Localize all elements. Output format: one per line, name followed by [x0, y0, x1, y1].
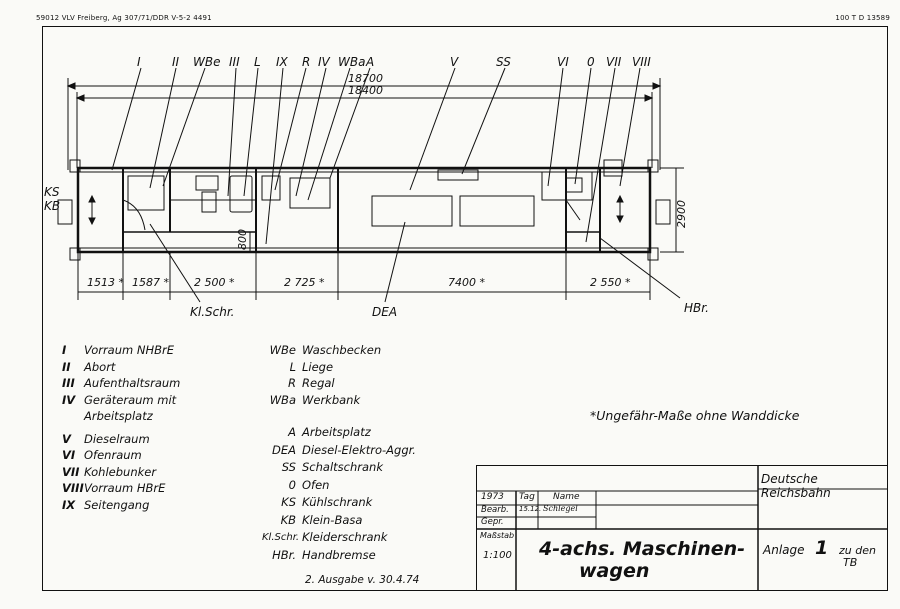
label-KS: KS [44, 185, 60, 199]
label-I: I [137, 55, 141, 69]
title-block [476, 465, 888, 591]
legend-row: III Aufenthaltsraum [62, 376, 181, 390]
label-VI: VI [557, 55, 569, 69]
label-KB: KB [44, 199, 61, 213]
dim-2500: 2 500 * [194, 276, 235, 289]
legend-row: WBe Waschbecken [269, 343, 382, 357]
legend-row: II Abort [62, 359, 116, 374]
label-VIII: VIII [632, 55, 651, 69]
legend-equipment [262, 424, 416, 564]
legend-row: Kl.Schr. Kleiderschrank [262, 530, 388, 544]
tb-bearb-date: 15.12. [519, 505, 542, 513]
legend-fittings [262, 342, 381, 408]
dim-2725: 2 725 * [284, 276, 325, 289]
legend-row: HBr. Handbremse [272, 547, 376, 562]
tb-year: 1973 [481, 492, 504, 502]
tb-bearb-signature: Schlegel [543, 504, 578, 513]
dim-2550: 2 550 * [590, 276, 631, 289]
label-II: II [172, 55, 180, 69]
legend-row: L Liege [289, 359, 334, 374]
tb-org: Deutsche Reichsbahn [761, 472, 831, 500]
label-A: A [366, 55, 375, 69]
header-left: 59012 VLV Freiberg, Ag 307/71/DDR V-5-2 4491 [36, 14, 212, 22]
legend-row: WBa Werkbank [269, 392, 361, 407]
tb-tag: Tag [519, 492, 535, 502]
tb-bearb: Bearb. [481, 505, 509, 515]
legend-row: V Dieselraum [62, 431, 150, 446]
label-0: 0 [587, 55, 595, 69]
label-DEA: DEA [372, 305, 398, 319]
dim-1513: 1513 * [87, 276, 124, 289]
legend-row: IX Seitengang [62, 497, 150, 512]
label-HBr: HBr. [684, 301, 709, 315]
label-SS: SS [496, 55, 511, 69]
legend-row: VIII Vorraum HBrE [62, 481, 166, 495]
legend-row: I Vorraum NHBrE [62, 343, 175, 357]
dim-1587: 1587 * [132, 276, 169, 289]
tb-massstab: Maßstab [480, 531, 515, 540]
dim-800: 800 [236, 229, 249, 250]
tb-gepr: Gepr. [481, 517, 504, 527]
tb-scale: 1:100 [483, 550, 512, 561]
legend-row: A Arbeitsplatz [288, 425, 371, 439]
label-R: R [302, 55, 311, 69]
legend-row: Arbeitsplatz [84, 409, 153, 423]
drawing-title-line1: 4-achs. Maschinen- [539, 538, 746, 560]
label-L: L [254, 55, 261, 69]
tb-name: Name [553, 492, 580, 502]
legend-row: KB Klein-Basa [280, 512, 363, 527]
edition-note: 2. Ausgabe v. 30.4.74 [305, 574, 420, 586]
legend-row: DEA Diesel-Elektro-Aggr. [272, 442, 416, 457]
label-IX: IX [276, 55, 288, 69]
dim-7400: 7400 * [448, 276, 485, 289]
label-VII: VII [606, 55, 622, 69]
drawing-title-line2: wagen [579, 560, 650, 582]
label-III: III [229, 55, 240, 69]
dim-18700: 18700 [348, 72, 383, 85]
dim-18400: 18400 [348, 84, 383, 97]
legend-row: 0 Ofen [288, 477, 330, 492]
tb-zu-den: zu den [839, 544, 876, 557]
legend-row: SS Schaltschrank [281, 460, 383, 474]
legend-row: IV Geräteraum mit [62, 392, 177, 407]
label-IV: IV [318, 55, 330, 69]
legend-row: R Regal [288, 376, 335, 390]
label-WBe: WBe [193, 55, 221, 69]
legend-rooms [62, 342, 180, 513]
header-right: 100 T D 13589 [835, 14, 890, 22]
legend-row: KS Kühlschrank [281, 495, 373, 509]
label-V: V [450, 55, 459, 69]
dim-2900: 2900 [675, 200, 688, 228]
tb-anlage-num: 1 [815, 537, 829, 559]
label-WBa: WBa [338, 55, 366, 69]
legend-row: VII Kohlebunker [62, 464, 157, 479]
legend-row: VI Ofenraum [62, 448, 142, 462]
tb-tb: TB [843, 556, 858, 569]
label-klschr: Kl.Schr. [190, 305, 235, 319]
tb-anlage-label: Anlage [763, 543, 805, 557]
dimension-note: *Ungefähr-Maße ohne Wanddicke [590, 408, 800, 423]
